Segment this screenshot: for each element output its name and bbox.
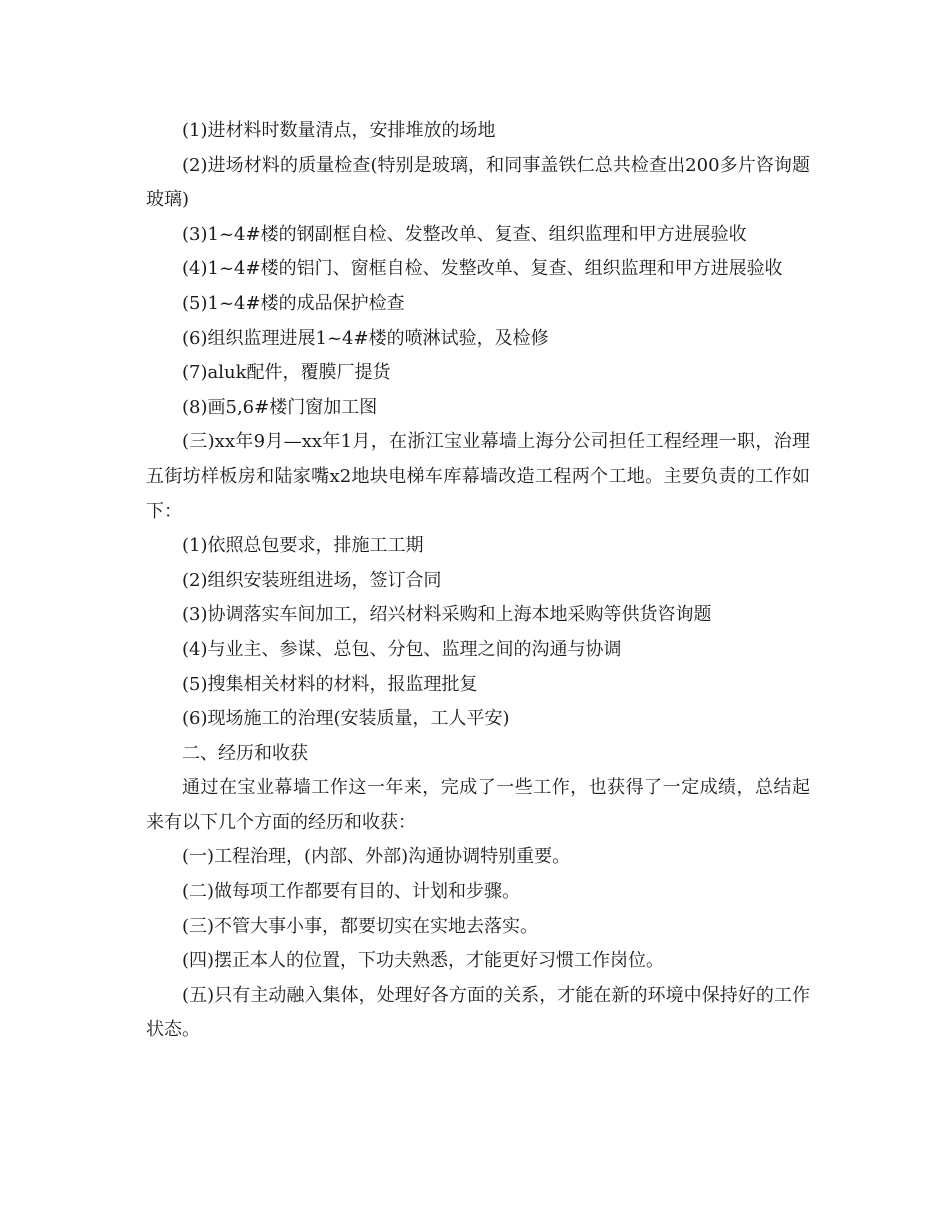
paragraph-item-3: (3)1~4#楼的钢副框自检、发整改单、复查、组织监理和甲方进展验收 bbox=[182, 223, 747, 245]
paragraph-item-9: (1)依照总包要求，排施工工期 bbox=[182, 535, 424, 557]
paragraph-item-2: (2)进场材料的质量检查(特别是玻璃，和同事盖铁仁总共检查出200多片咨询题玻璃) bbox=[146, 154, 810, 211]
paragraph-item-6: (6)组织监理进展1~4#楼的喷淋试验，及检修 bbox=[182, 327, 549, 349]
paragraph-point-4: (四)摆正本人的位置，下功夫熟悉，才能更好习惯工作岗位。 bbox=[182, 950, 665, 972]
paragraph-item-8: (8)画5,6#楼门窗加工图 bbox=[182, 396, 378, 418]
paragraph-point-2: (二)做每项工作都要有目的、计划和步骤。 bbox=[182, 881, 521, 903]
paragraph-item-7: (7)aluk配件，覆膜厂提货 bbox=[182, 362, 391, 384]
paragraph-summary-intro: 通过在宝业幕墙工作这一年来，完成了一些工作，也获得了一定成绩，总结起来有以下几个方面的经历和收获： bbox=[146, 777, 810, 833]
paragraph-item-13: (5)搜集相关材料的材料，报监理批复 bbox=[182, 673, 478, 695]
paragraph-item-1: (1)进材料时数量清点，安排堆放的场地 bbox=[182, 120, 496, 141]
paragraph-item-14: (6)现场施工的治理(安装质量，工人平安) bbox=[182, 708, 510, 730]
paragraph-item-4: (4)1~4#楼的铝门、窗框自检、发整改单、复查、组织监理和甲方进展验收 bbox=[182, 258, 783, 280]
paragraph-item-12: (4)与业主、参谋、总包、分包、监理之间的沟通与协调 bbox=[182, 638, 622, 660]
paragraph-point-3: (三)不管大事小事，都要切实在实地去落实。 bbox=[182, 915, 539, 937]
paragraph-section-three: (三)xx年9月—xx年1月，在浙江宝业幕墙上海分公司担任工程经理一职，治理五街坊样板房和陆家嘴x2地块电梯车库幕墙改造工程两个工地。主要负责的工作如下： bbox=[146, 431, 810, 522]
section-heading: 二、经历和收获 bbox=[182, 742, 308, 764]
paragraph-item-10: (2)组织安装班组进场，签订合同 bbox=[182, 569, 442, 591]
paragraph-point-5: (五)只有主动融入集体，处理好各方面的关系，才能在新的环境中保持好的工作状态。 bbox=[146, 984, 810, 1041]
paragraph-item-11: (3)协调落实车间加工，绍兴材料采购和上海本地采购等供货咨询题 bbox=[182, 604, 712, 626]
document-body bbox=[146, 114, 810, 1048]
paragraph-item-5: (5)1~4#楼的成品保护检查 bbox=[182, 292, 405, 314]
paragraph-point-1: (一)工程治理，(内部、外部)沟通协调特别重要。 bbox=[182, 846, 571, 868]
